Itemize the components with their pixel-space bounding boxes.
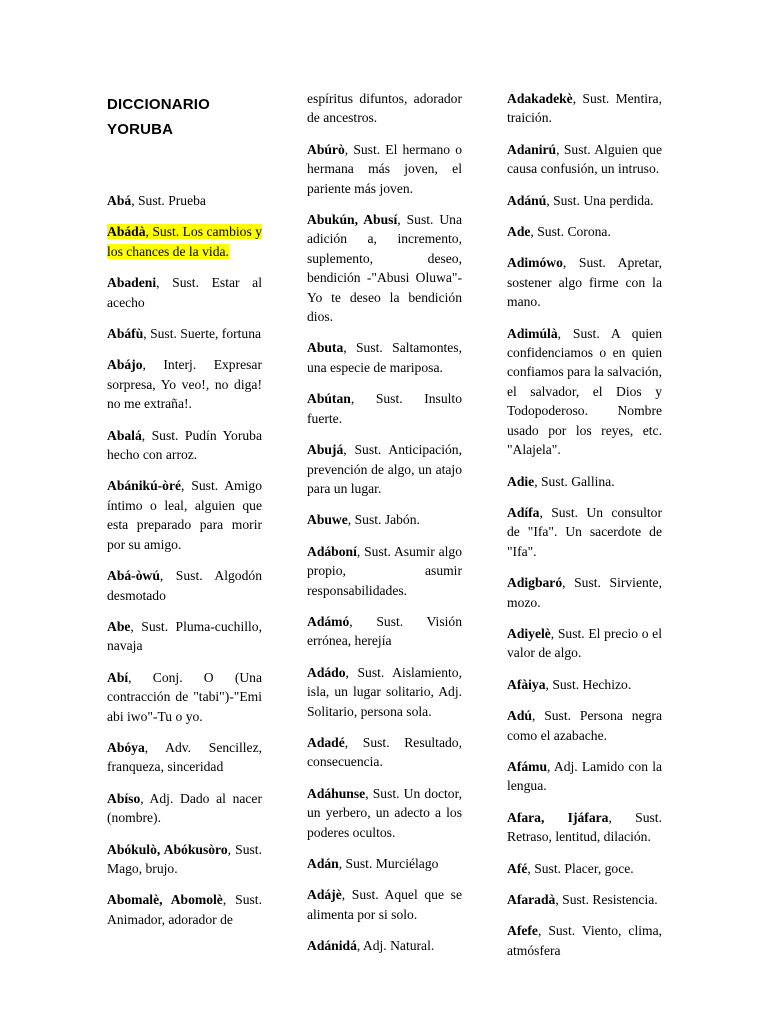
entry-headword: Abóya (107, 739, 145, 755)
dictionary-entry (107, 191, 262, 210)
dictionary-entry (107, 426, 262, 465)
dictionary-entry (107, 355, 262, 413)
document-title: DICCIONARIO YORUBA (107, 96, 211, 138)
entry-definition: , Sust. El precio o el valor de algo. (507, 625, 662, 661)
entry-definition: , Sust. Los cambios y los chances de la vida. (107, 224, 262, 259)
entry-headword: Abútan (307, 391, 351, 407)
entry-headword: Abíso (107, 790, 141, 806)
entry-definition: , Sust. Un consultor de "Ifa". Un sacerdote de "Ifa". (507, 504, 662, 559)
dictionary-entry (507, 757, 662, 796)
entry-definition: espíritus difuntos, adorador de ancestros. (307, 91, 462, 126)
entry-headword: Afé (507, 860, 528, 876)
entry-definition: , Sust. Resultado, consecuencia. (307, 734, 462, 770)
entry-definition: , Sust. Animador, adorador de (107, 892, 262, 927)
dictionary-entry (507, 89, 662, 128)
dictionary-entry (307, 784, 462, 842)
entry-definition: , Sust. Retraso, lentitud, dilación. (507, 809, 662, 845)
entry-definition: , Sust. Apretar, sostener algo firme con la mano. (507, 255, 662, 310)
entry-headword: Adanirú (507, 141, 557, 157)
dictionary-entry (307, 140, 462, 198)
entry-headword: Adádo (307, 664, 346, 680)
dictionary-entry (307, 733, 462, 772)
dictionary-entry (107, 738, 262, 777)
entry-headword: Afara, Ijáfara (507, 809, 609, 825)
entry-definition: , Sust. Alguien que causa confusión, un intruso. (507, 141, 662, 177)
entry-definition: , Sust. Pluma-cuchillo, navaja (107, 618, 262, 654)
entry-definition: , Sust. Estar al acecho (107, 275, 262, 310)
entry-headword: Adimówo (507, 255, 563, 271)
entry-definition: , Sust. Gallina. (534, 473, 615, 489)
dictionary-entry (307, 663, 462, 721)
dictionary-entry (307, 612, 462, 651)
entry-headword: Abánikú-òré (107, 478, 182, 494)
dictionary-entry (307, 510, 462, 529)
dictionary-entry (507, 503, 662, 561)
entry-headword: Abókulò, Abókusòro (107, 841, 228, 857)
dictionary-entry (307, 89, 462, 128)
entry-definition: , Sust. Una adición a, incremento, suplemento, deseo, bendición -"Abusi Oluwa"-Yo te deseo la bendición dios. (307, 212, 463, 325)
entry-headword: Abuta (307, 340, 344, 356)
entry-definition: , Sust. Aislamiento, isla, un lugar solitario, Adj. Solitario, persona sola. (307, 664, 462, 719)
entry-headword: Abáfù (107, 326, 144, 342)
entry-headword: Adán (307, 856, 339, 871)
entry-headword: Adáboní (307, 543, 357, 559)
entry-definition: , Sust. Saltamontes, una especie de mariposa. (307, 340, 462, 375)
entry-headword: Adájè (307, 887, 342, 903)
entry-definition: , Sust. Aquel que se alimenta por si solo. (307, 887, 462, 922)
dictionary-entry (107, 476, 262, 554)
entry-headword: Abá (107, 193, 132, 208)
entry-headword: Adimúlà (507, 325, 558, 341)
entry-headword: Adú (507, 708, 532, 724)
entry-headword: Abúrò (307, 141, 345, 157)
highlighted-entry (107, 224, 262, 258)
entry-definition: , Sust. El hermano o hermana más joven, el pariente más joven. (307, 141, 462, 196)
dictionary-entry (307, 338, 462, 377)
dictionary-entry (507, 140, 662, 179)
dictionary-entry (507, 472, 662, 491)
dictionary-entry (507, 675, 662, 694)
entry-definition: , Sust. Amigo íntimo o leal, alguien que esta preparado para morir por su amigo. (107, 478, 262, 552)
entry-definition: , Sust. Una perdida. (546, 192, 654, 208)
dictionary-entry (107, 668, 262, 726)
entry-headword: Adífa (507, 504, 540, 520)
entry-definition: , Adj. Natural. (356, 938, 435, 954)
entry-definition: , Sust. Algodón desmotado (107, 568, 262, 603)
entry-headword: Abájo (107, 357, 143, 373)
entry-definition: , Sust. Insulto fuerte. (307, 391, 462, 426)
entry-definition: , Sust. Mentira, traición. (507, 91, 662, 126)
entry-definition: , Sust. Sirviente, mozo. (507, 575, 662, 610)
entry-headword: Adie (507, 473, 535, 489)
entry-headword: Abalá (107, 427, 142, 443)
entry-definition: , Sust. Murciélago (338, 856, 439, 871)
dictionary-entry (507, 222, 662, 241)
entry-definition: , Conj. O (Una contracción de "tabi")-"Emi abi iwo"-Tu o yo. (107, 669, 262, 724)
entry-definition: , Interj. Expresar sorpresa, Yo veo!, no diga! no me extraña!. (107, 357, 262, 412)
entry-definition: , Sust. Visión errónea, herejía (307, 613, 462, 649)
entry-definition: , Adj. Dado al nacer (nombre). (107, 790, 262, 826)
entry-definition: , Sust. Jabón. (347, 512, 420, 528)
entry-headword: Abá-òwú (107, 568, 160, 584)
entry-headword: Abomalè, Abomolè (107, 892, 223, 908)
dictionary-entry (307, 936, 462, 955)
dictionary-entry (307, 854, 462, 873)
entry-definition: , Adj. Lamido con la lengua. (507, 758, 662, 794)
entry-definition: , Sust. Placer, goce. (527, 860, 634, 876)
entry-definition: , Sust. Viento, clima, atmósfera (507, 923, 662, 958)
entry-definition: , Sust. A quien confidenciamos o en quien confiamos para la salvación, el salvador, el Dios y Todopoderoso. Nombre usado por los reyes, etc. "Alajela". (507, 325, 662, 458)
dictionary-entry (107, 222, 262, 261)
entry-definition: , Adv. Sencillez, franqueza, sinceridad (107, 739, 262, 775)
entry-definition: , Sust. Prueba (131, 193, 206, 208)
entry-definition: , Sust. Asumir algo propio, asumir responsabilidades. (307, 543, 462, 598)
entry-headword: Adámó (307, 613, 350, 629)
entry-definition: , Sust. Resistencia. (555, 892, 658, 907)
dictionary-entry (307, 440, 462, 498)
dictionary-entry (307, 542, 462, 600)
entry-headword: Adakadekè (507, 91, 573, 106)
column-3 (507, 89, 662, 972)
entry-definition: , Sust. Corona. (530, 224, 611, 240)
entry-headword: Abádà (107, 224, 146, 240)
dictionary-entry (507, 573, 662, 612)
entry-headword: Afámu (507, 758, 548, 774)
dictionary-entry (507, 706, 662, 745)
entry-headword: Adiyelè (507, 625, 551, 641)
entry-headword: Afàiya (507, 676, 546, 692)
entry-headword: Abujá (307, 442, 344, 458)
entry-headword: Adadé (307, 734, 345, 750)
dictionary-entry (307, 389, 462, 428)
dictionary-entry (507, 859, 662, 878)
entry-headword: Abe (107, 618, 131, 634)
column-1 (107, 191, 262, 941)
entry-headword: Abukún, Abusí (307, 212, 398, 228)
dictionary-entry (107, 566, 262, 605)
entry-headword: Abuwe (307, 512, 348, 528)
entry-headword: Adigbaró (507, 575, 563, 591)
entry-definition: , Sust. Suerte, fortuna (143, 326, 262, 342)
entry-definition: , Sust. Un doctor, un yerbero, un adecto a los poderes ocultos. (307, 785, 462, 840)
dictionary-entry (507, 191, 662, 210)
dictionary-entry (507, 890, 662, 909)
dictionary-entry (307, 885, 462, 924)
entry-headword: Abadeni (107, 275, 157, 291)
entry-headword: Afaradà (507, 892, 556, 907)
dictionary-entry (107, 617, 262, 656)
dictionary-entry (107, 789, 262, 828)
dictionary-entry (107, 840, 262, 879)
entry-headword: Abí (107, 669, 129, 685)
dictionary-entry (107, 890, 262, 929)
entry-headword: Afefe (507, 923, 538, 939)
dictionary-entry (307, 210, 462, 326)
dictionary-entry (107, 324, 262, 343)
dictionary-entry (507, 624, 662, 663)
dictionary-entry (507, 921, 662, 960)
dictionary-entry (507, 808, 662, 847)
entry-definition: , Sust. Hechizo. (545, 676, 632, 692)
dictionary-entry (507, 253, 662, 311)
entry-headword: Adánidá (307, 938, 357, 954)
entry-definition: , Sust. Pudín Yoruba hecho con arroz. (107, 427, 262, 463)
dictionary-entry (107, 273, 262, 312)
entry-headword: Ade (507, 224, 531, 240)
entry-definition: , Sust. Anticipación, prevención de algo, un atajo para un lugar. (307, 442, 462, 496)
entry-headword: Adáhunse (307, 785, 366, 801)
dictionary-entry (507, 324, 662, 460)
entry-definition: , Sust. Mago, brujo. (107, 841, 262, 876)
entry-definition: , Sust. Persona negra como el azabache. (507, 708, 662, 743)
column-2 (307, 89, 462, 968)
entry-headword: Adánú (507, 192, 547, 208)
